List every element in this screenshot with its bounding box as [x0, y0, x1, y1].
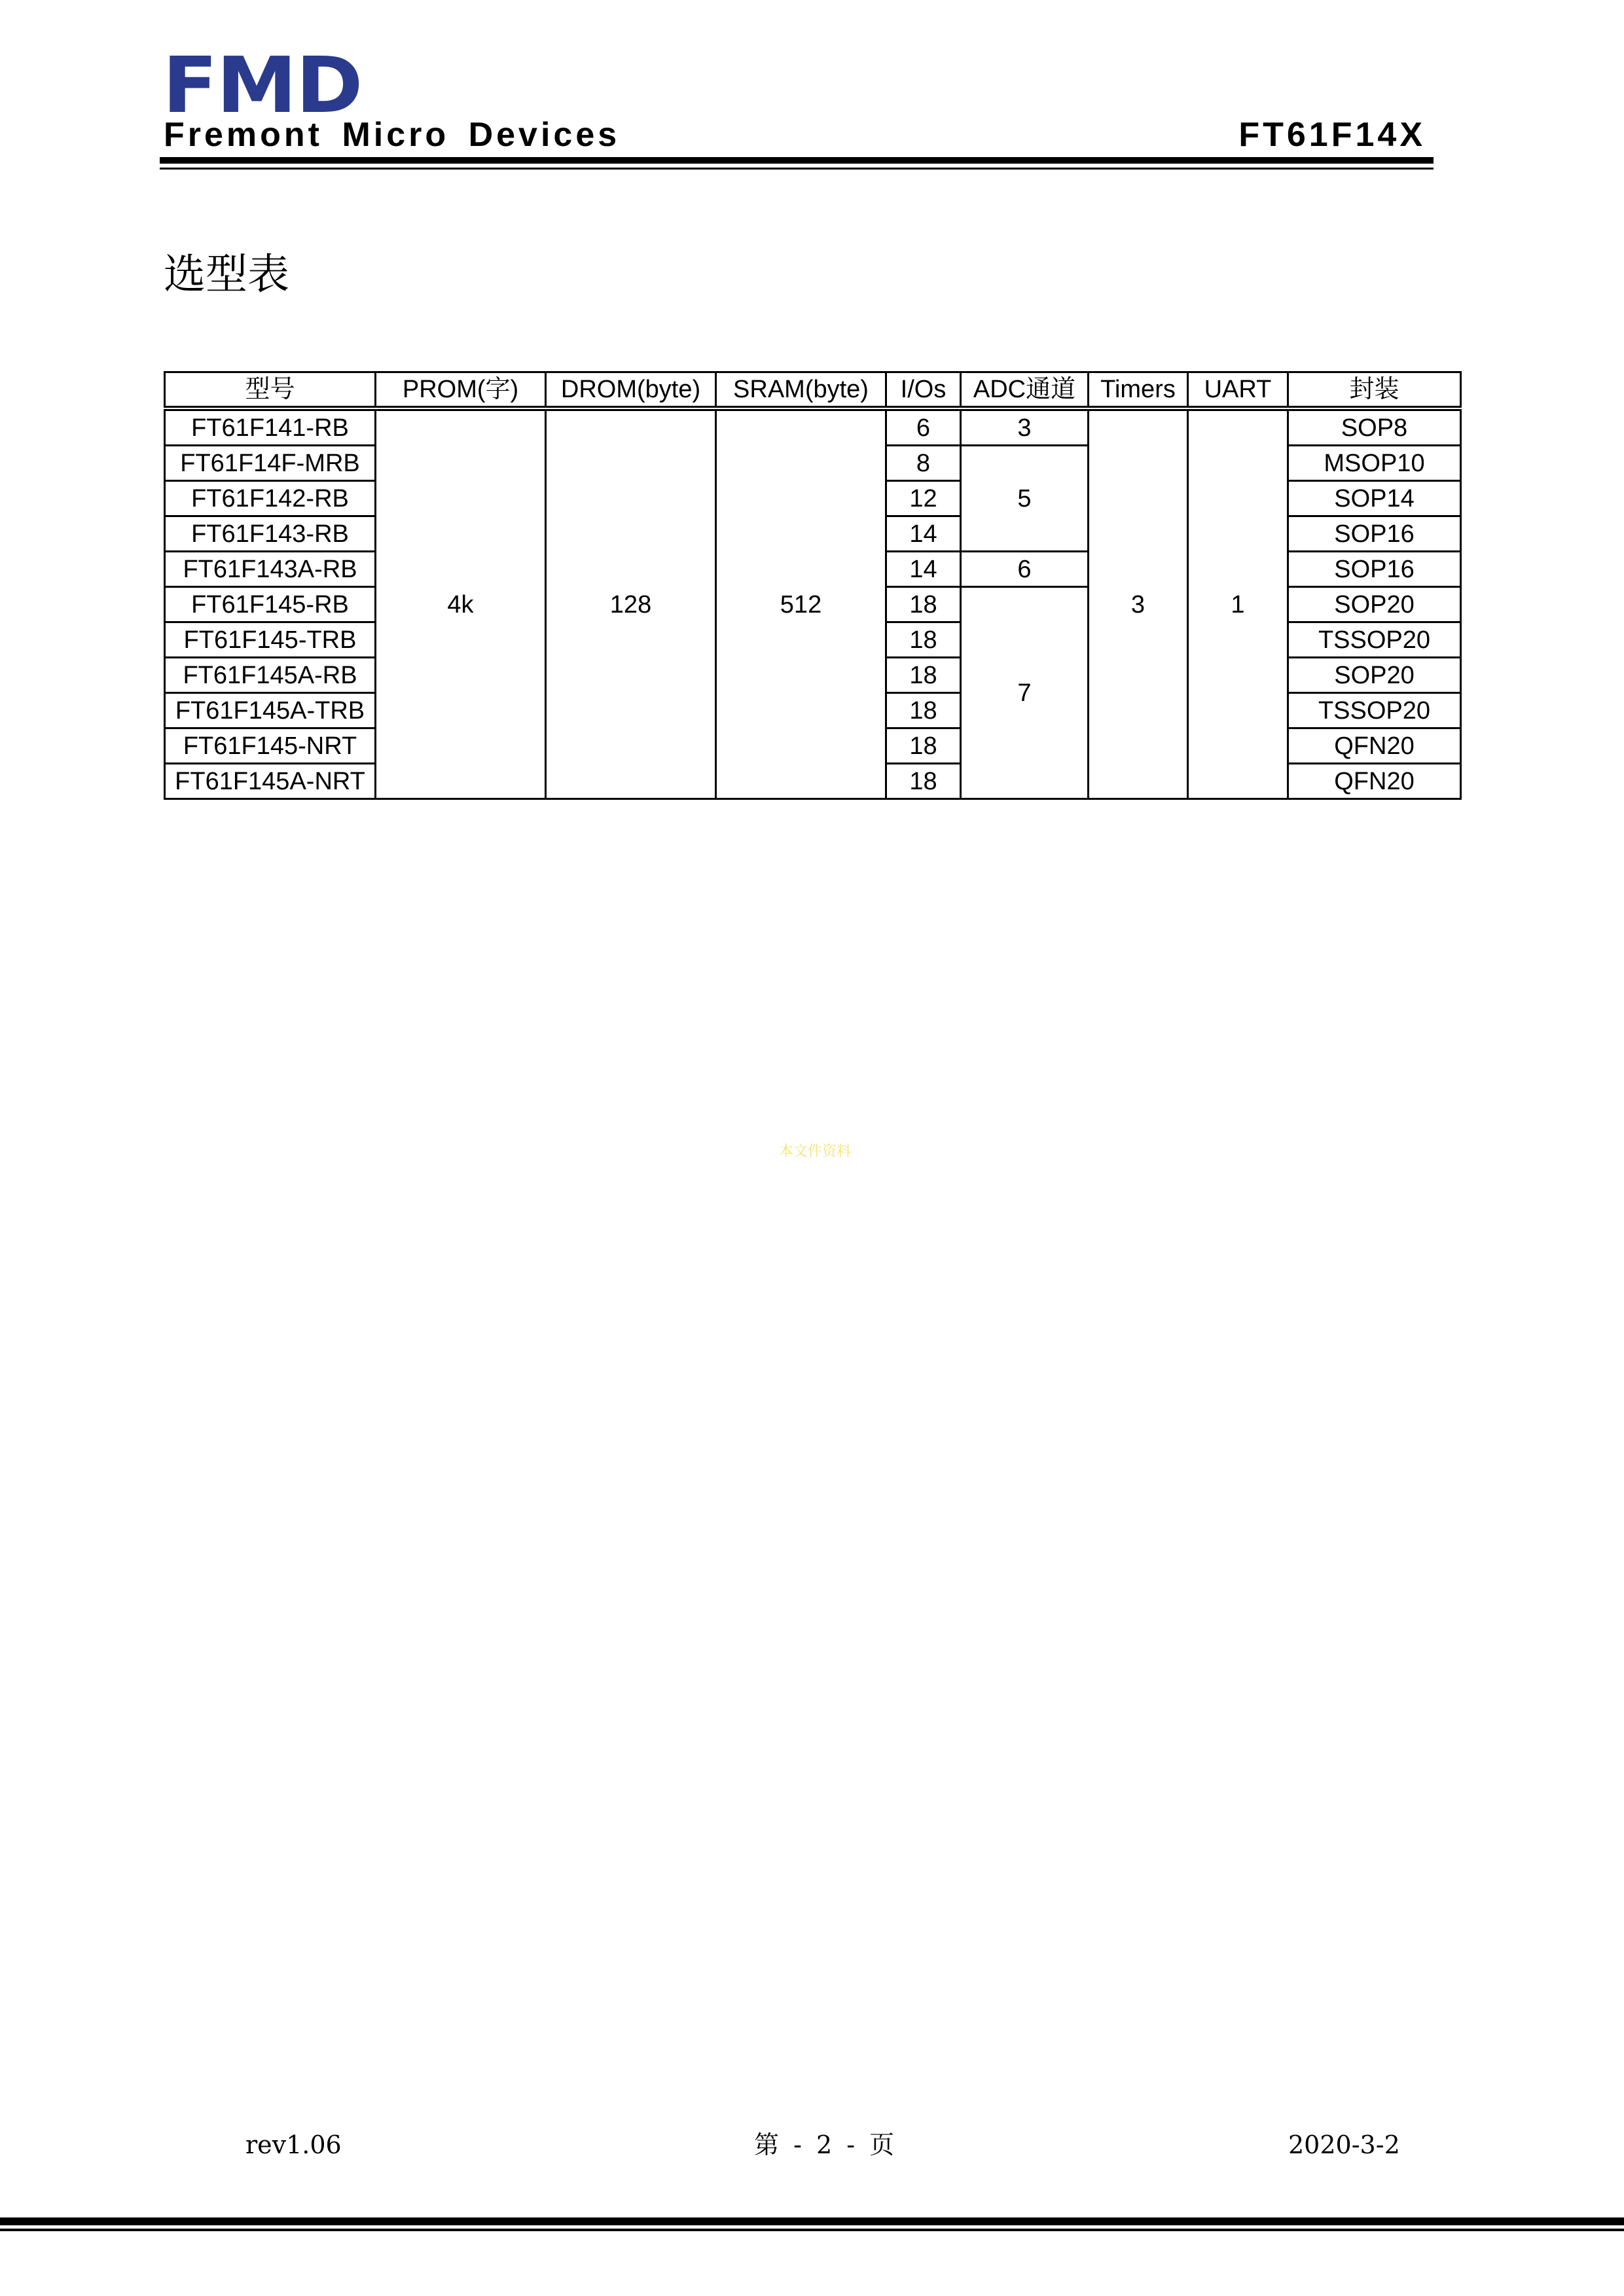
- cell-model: FT61F145A-RB: [165, 658, 376, 693]
- selection-table: [164, 371, 1462, 800]
- cell-ios: 18: [886, 693, 961, 728]
- document-code: FT61F14X: [1238, 116, 1426, 154]
- cell-package: QFN20: [1288, 728, 1461, 764]
- header-timers: Timers: [1089, 372, 1188, 409]
- header-prom: PROM(字): [376, 372, 546, 409]
- cell-package: TSSOP20: [1288, 622, 1461, 658]
- header-ios: I/Os: [886, 372, 961, 409]
- cell-ios: 8: [886, 446, 961, 481]
- cell-model: FT61F145-TRB: [165, 622, 376, 658]
- cell-ios: 18: [886, 764, 961, 799]
- cell-package: QFN20: [1288, 764, 1461, 799]
- footer-rule-thick: [0, 2217, 1624, 2225]
- cell-model: FT61F145-RB: [165, 587, 376, 622]
- cell-package: TSSOP20: [1288, 693, 1461, 728]
- header-rule-thick: [160, 157, 1434, 164]
- cell-prom: 4k: [376, 408, 546, 799]
- cell-uart: 1: [1188, 408, 1288, 799]
- cell-model: FT61F142-RB: [165, 481, 376, 516]
- cell-ios: 12: [886, 481, 961, 516]
- watermark-text: 本文件资料: [779, 1143, 852, 1160]
- header-package: 封装: [1288, 372, 1461, 409]
- header-uart: UART: [1188, 372, 1288, 409]
- cell-ios: 18: [886, 622, 961, 658]
- header-drom: DROM(byte): [546, 372, 716, 409]
- header-sram: SRAM(byte): [716, 372, 886, 409]
- page-title: 选型表: [164, 251, 289, 299]
- cell-adc: 3: [961, 408, 1089, 446]
- cell-model: FT61F14F-MRB: [165, 446, 376, 481]
- cell-ios: 14: [886, 516, 961, 552]
- header-adc: ADC通道: [961, 372, 1089, 409]
- table-row: [165, 408, 1461, 446]
- cell-package: SOP8: [1288, 408, 1461, 446]
- header-model: 型号: [165, 372, 376, 409]
- table-header-row: [165, 372, 1461, 409]
- cell-adc: 6: [961, 552, 1089, 587]
- cell-ios: 18: [886, 587, 961, 622]
- cell-model: FT61F145A-NRT: [165, 764, 376, 799]
- cell-timers: 3: [1089, 408, 1188, 799]
- cell-model: FT61F145A-TRB: [165, 693, 376, 728]
- footer-revision: rev1.06: [245, 2130, 342, 2159]
- cell-adc: 5: [961, 446, 1089, 552]
- cell-package: MSOP10: [1288, 446, 1461, 481]
- footer-date: 2020-3-2: [1288, 2130, 1400, 2159]
- cell-adc: 7: [961, 587, 1089, 799]
- cell-ios: 18: [886, 658, 961, 693]
- cell-sram: 512: [716, 408, 886, 799]
- fmd-logo: FMD: [162, 40, 362, 130]
- company-name: Fremont Micro Devices: [164, 116, 621, 154]
- cell-model: FT61F143A-RB: [165, 552, 376, 587]
- cell-package: SOP20: [1288, 587, 1461, 622]
- cell-package: SOP14: [1288, 481, 1461, 516]
- cell-ios: 18: [886, 728, 961, 764]
- cell-package: SOP16: [1288, 516, 1461, 552]
- footer-rule-thin: [0, 2229, 1624, 2231]
- header-rule-thin: [160, 168, 1434, 170]
- cell-ios: 14: [886, 552, 961, 587]
- cell-model: FT61F143-RB: [165, 516, 376, 552]
- cell-package: SOP20: [1288, 658, 1461, 693]
- cell-model: FT61F141-RB: [165, 408, 376, 446]
- cell-package: SOP16: [1288, 552, 1461, 587]
- cell-model: FT61F145-NRT: [165, 728, 376, 764]
- cell-ios: 6: [886, 408, 961, 446]
- footer-page-number: 第 - 2 - 页: [754, 2130, 895, 2159]
- cell-drom: 128: [546, 408, 716, 799]
